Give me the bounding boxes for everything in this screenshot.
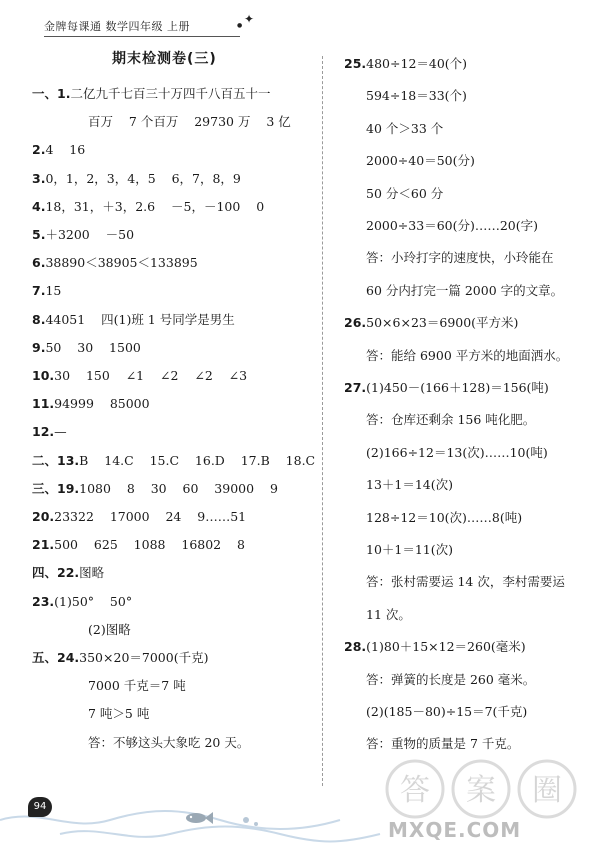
question-number: 5. (32, 227, 46, 242)
answer-text: 60 分内打完一篇 2000 字的文章。 (366, 282, 564, 298)
answer-text: (1)450－(166＋128)＝156(吨) (366, 380, 549, 395)
answer-text: 答：张村需要运 14 次，李村需要运 (366, 574, 565, 590)
answer-text: 答：重物的质量是 7 千克。 (366, 736, 520, 752)
answer-text: 答：小玲打字的速度快，小玲能在 (366, 250, 554, 266)
question-number: 10. (32, 368, 55, 383)
bubbles-icon (243, 817, 258, 826)
answer-text: 13＋1＝14(次) (366, 477, 454, 493)
answer-text: (1)80＋15×12＝260(毫米) (366, 639, 526, 655)
answer-line (366, 704, 527, 720)
answer-line (366, 153, 475, 169)
answer-line (88, 735, 249, 751)
answer-line (366, 607, 411, 623)
question-number: 23. (32, 593, 55, 609)
answer-text: — (54, 424, 67, 440)
question-number: 2. (32, 142, 46, 158)
answer-text: 38890＜38905＜133895 (45, 255, 198, 271)
answer-text: 50×6×23＝6900(平方米) (366, 315, 519, 331)
answer-line (366, 348, 568, 364)
answer-line (32, 481, 278, 497)
watermark-char-1: 答 (400, 773, 430, 808)
watermark-char-2: 案 (466, 773, 496, 808)
answer-line (88, 678, 186, 694)
answer-line (366, 88, 467, 104)
question-number: 一、1. (32, 86, 71, 101)
answer-line (366, 477, 453, 493)
answer-text: 图略 (79, 565, 105, 581)
answer-line (344, 315, 518, 331)
answer-text: 2000÷33＝60(分)……20(字) (366, 218, 539, 233)
answer-text: (2)(185－80)÷15＝7(千克) (366, 704, 528, 719)
answer-text: (2)图略 (88, 621, 131, 637)
question-number: 7. (32, 283, 46, 299)
answer-text: 18，31，＋3，2.6 －5，－100 0 (45, 198, 265, 214)
answer-text: 23322 17000 24 9……51 (54, 509, 247, 524)
answer-text: 二亿九千七百三十万四千八百五十一 (70, 86, 271, 101)
answer-text: 0，1，2，3，4，5 6，7，8，9 (45, 170, 241, 186)
star-icon: ✦ (244, 12, 255, 26)
answer-text: 40 个＞33 个 (366, 120, 444, 136)
answer-line (366, 218, 538, 234)
answer-line (32, 368, 247, 384)
answer-text: 1080 8 30 60 39000 9 (79, 480, 278, 496)
answer-line (32, 312, 235, 328)
column-divider (322, 56, 323, 786)
answer-line (366, 510, 522, 526)
answer-text: 答：弹簧的长度是 260 毫米。 (366, 671, 536, 687)
answer-line (366, 283, 563, 299)
question-number: 四、22. (32, 565, 80, 581)
question-number: 三、19. (32, 480, 80, 496)
answer-line (32, 396, 150, 412)
question-number: 12. (32, 424, 55, 440)
answer-text: 94999 85000 (54, 396, 150, 412)
answer-line (32, 199, 264, 215)
answer-text: 答：不够这头大象吃 20 天。 (88, 734, 250, 750)
question-number: 25. (344, 56, 367, 71)
answer-line (344, 56, 467, 72)
answer-text: B 14.C 15.C 16.D 17.B 18.C (79, 452, 316, 468)
star-small-icon: ● (237, 22, 243, 29)
answer-line (32, 650, 208, 666)
question-number: 8. (32, 311, 46, 327)
answer-line (32, 424, 67, 440)
answer-line (366, 121, 443, 137)
answer-line (32, 340, 141, 356)
answer-line (32, 86, 270, 102)
answer-line (88, 622, 131, 638)
answer-text: ＋3200 －50 (45, 227, 135, 242)
answer-line (366, 250, 554, 266)
answer-line (366, 736, 519, 752)
answer-line (32, 453, 315, 469)
answer-text: 2000÷40＝50(分) (366, 153, 475, 169)
answer-text: (2)166÷12＝13(次)……10(吨) (366, 444, 548, 460)
answer-text: 7 吨＞5 吨 (88, 706, 150, 722)
answer-line (366, 672, 535, 688)
answer-text: 答：能给 6900 平方米的地面洒水。 (366, 347, 569, 363)
answer-text: 15 (45, 283, 62, 299)
answer-line (32, 509, 246, 525)
watermark-site: MXQE.COM (388, 818, 522, 842)
answer-text: 4 16 (45, 142, 86, 158)
answer-text: 11 次。 (366, 606, 411, 622)
answer-line (366, 445, 548, 461)
answer-text: 7000 千克＝7 吨 (88, 678, 186, 694)
answer-line (32, 171, 241, 187)
question-number: 9. (32, 339, 46, 355)
answer-line (366, 574, 565, 590)
question-number: 二、13. (32, 452, 80, 468)
answer-text: 480÷12＝40(个) (366, 56, 468, 71)
answer-line (344, 639, 526, 655)
header-rule (44, 36, 240, 37)
answer-line (344, 380, 549, 396)
answer-line (32, 255, 198, 271)
answer-text: 10＋1＝11(次) (366, 542, 454, 557)
page-title: 期末检测卷(三) (112, 51, 217, 67)
answer-line (32, 565, 104, 581)
question-number: 6. (32, 255, 46, 271)
question-number: 20. (32, 509, 55, 524)
question-number: 27. (344, 380, 367, 395)
book-series-header (44, 12, 255, 34)
question-number: 21. (32, 537, 55, 553)
answer-line (366, 186, 443, 202)
answer-text: 50 30 1500 (45, 339, 141, 355)
answer-text: 44051 四(1)班 1 号同学是男生 (45, 311, 235, 327)
answer-text: 500 625 1088 16802 8 (54, 537, 245, 553)
answer-line (366, 542, 453, 558)
answer-text: 128÷12＝10(次)……8(吨) (366, 509, 523, 525)
answer-line (32, 142, 85, 158)
answer-text: 594÷18＝33(个) (366, 88, 467, 104)
answer-line (366, 412, 535, 428)
answer-line (32, 283, 61, 299)
question-number: 3. (32, 170, 46, 186)
question-number: 五、24. (32, 650, 80, 665)
answer-line (88, 114, 291, 130)
answer-text: 答：仓库还剩余 156 吨化肥。 (366, 412, 536, 428)
answer-text: 50 分＜60 分 (366, 185, 444, 201)
answer-line (32, 594, 132, 610)
watermark-char-3: 圈 (532, 773, 562, 808)
answer-line (32, 537, 245, 553)
question-number: 28. (344, 639, 367, 655)
answer-text: 30 150 ∠1 ∠2 ∠2 ∠3 (54, 368, 248, 383)
answer-text: 350×20＝7000(千克) (79, 650, 209, 665)
question-number: 4. (32, 198, 46, 214)
answer-line (32, 227, 134, 243)
answer-line (88, 706, 149, 722)
answer-text: (1)50° 50° (54, 593, 133, 609)
answer-text: 百万 7 个百万 29730 万 3 亿 (88, 114, 291, 130)
question-number: 26. (344, 315, 367, 331)
question-number: 11. (32, 396, 55, 412)
page-number-badge: 94 (28, 797, 52, 817)
series-label: 金牌每课通 数学四年级 上册 (44, 20, 190, 33)
